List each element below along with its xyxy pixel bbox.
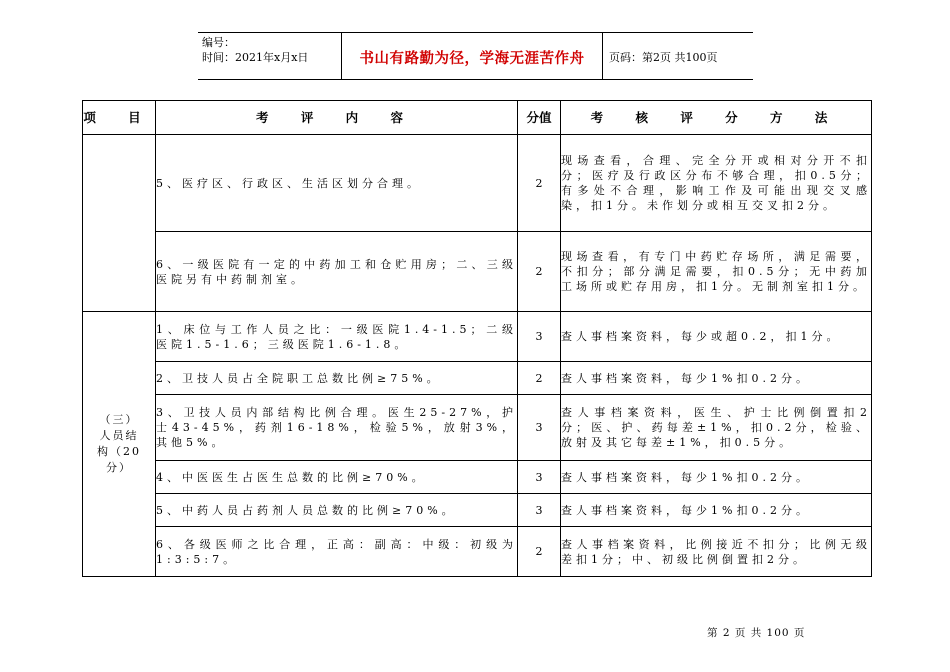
row-method: 查人事档案资料，每少1%扣0.2分。 (561, 461, 872, 494)
header-method: 考 核 评 分 方 法 (561, 101, 872, 135)
row-method: 查人事档案资料，每少或超0.2，扣1分。 (561, 312, 872, 362)
page-footer: 第 2 页 共 100 页 (707, 627, 806, 639)
row-score: 3 (518, 494, 561, 527)
row-score: 2 (518, 527, 561, 577)
row-score: 2 (518, 135, 561, 232)
category-cell-continued (83, 135, 156, 312)
row-method: 查人事档案资料，每少1%扣0.2分。 (561, 362, 872, 395)
header-page-info: 页码：第2页 共100页 (609, 51, 718, 64)
category-personnel-structure (83, 312, 156, 577)
document-number-label: 编号： (202, 36, 235, 49)
row-score: 2 (518, 362, 561, 395)
row-content: 4、中医医生占医生总数的比例≥70%。 (156, 461, 518, 494)
row-content: 1、床位与工作人员之比：一级医院1.4-1.5；二级医院1.5-1.6；三级医院1.6-1.8。 (156, 312, 518, 362)
row-content: 5、中药人员占药剂人员总数的比例≥70%。 (156, 494, 518, 527)
row-score: 2 (518, 232, 561, 312)
row-content: 2、卫技人员占全院职工总数比例≥75%。 (156, 362, 518, 395)
row-content: 6、一级医院有一定的中药加工和仓贮用房；二、三级医院另有中药制剂室。 (156, 232, 518, 312)
table-row (83, 527, 872, 577)
evaluation-table (82, 100, 872, 577)
row-method: 查人事档案资料，每少1%扣0.2分。 (561, 494, 872, 527)
table-row (83, 312, 872, 362)
table-row (83, 494, 872, 527)
row-score: 3 (518, 461, 561, 494)
table-row (83, 362, 872, 395)
table-row (83, 232, 872, 312)
header-item: 项 目 (83, 101, 156, 135)
row-content: 5、医疗区、行政区、生活区划分合理。 (156, 135, 518, 232)
header-content: 考 评 内 容 (156, 101, 518, 135)
row-method: 查人事档案资料，比例接近不扣分；比例无级差扣1分；中、初级比例倒置扣2分。 (561, 527, 872, 577)
table-header-row (83, 101, 872, 135)
row-method: 现场查看，合理、完全分开或相对分开不扣分；医疗及行政区分布不够合理，扣0.5分；有多处不合理，影响工作及可能出现交叉感染，扣1分。未作划分或相互交叉扣2分。 (561, 135, 872, 232)
row-score: 3 (518, 312, 561, 362)
document-time-label: 时间：2021年x月x日 (202, 51, 309, 64)
table-row (83, 135, 872, 232)
header-motto-box (341, 32, 603, 80)
header-page-box (603, 32, 753, 80)
row-content: 6、各级医师之比合理，正高：副高：中级：初级为1:3:5:7。 (156, 527, 518, 577)
header-meta (198, 32, 341, 80)
category-label: （三）人员结构（20分） (97, 413, 141, 474)
table-row (83, 395, 872, 461)
row-method: 现场查看，有专门中药贮存场所，满足需要，不扣分；部分满足需要，扣0.5分；无中药加工场所或贮存用房，扣1分。无制剂室扣1分。 (561, 232, 872, 312)
row-content: 3、卫技人员内部结构比例合理。医生25-27%，护士43-45%，药剂16-18%，检验5%，放射3%，其他5%。 (156, 395, 518, 461)
header-motto: 书山有路勤为径，学海无涯苦作舟 (359, 50, 585, 67)
table-row (83, 461, 872, 494)
row-method: 查人事档案资料，医生、护士比例倒置扣2分；医、护、药每差±1%，扣0.2分，检验、放射及其它每差±1%，扣0.5分。 (561, 395, 872, 461)
header-score: 分值 (518, 101, 561, 135)
row-score: 3 (518, 395, 561, 461)
